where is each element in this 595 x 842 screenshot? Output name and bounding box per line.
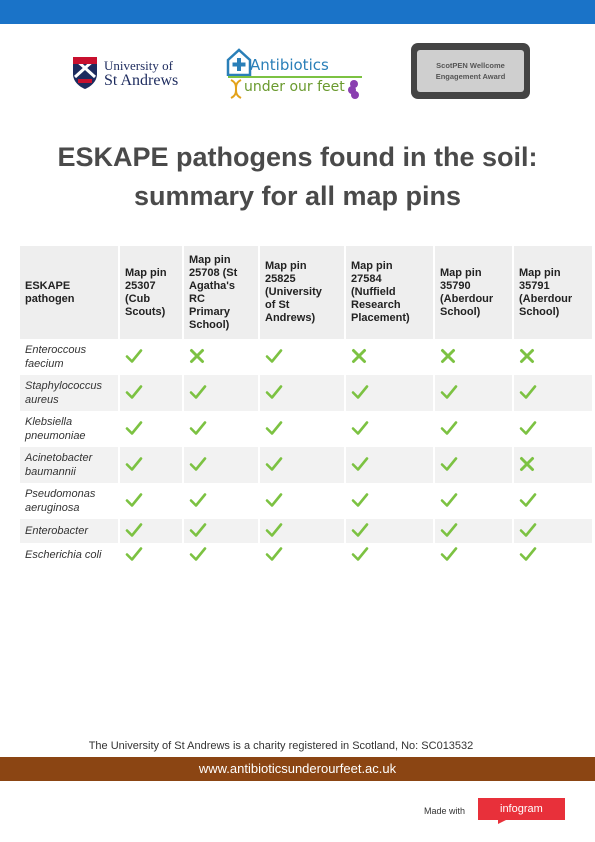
result-cell: [184, 447, 258, 483]
header-pin-25825: [260, 246, 344, 339]
cross-icon: [519, 456, 592, 475]
check-icon: [440, 384, 512, 403]
pathogen-name-line: aeruginosa: [25, 502, 80, 514]
check-icon: [351, 492, 433, 511]
website-bar: [0, 757, 595, 781]
result-cell: [260, 483, 344, 519]
result-cell: [435, 543, 512, 567]
header-line: School): [440, 305, 481, 318]
check-icon: [440, 522, 512, 541]
pathogen-name: [20, 339, 118, 375]
check-icon: [440, 492, 512, 511]
header-pin-35791: [514, 246, 592, 339]
check-icon: [125, 522, 182, 541]
result-cell: [514, 339, 592, 375]
header-line: Map pin: [519, 266, 561, 279]
pathogen-name-line: baumannii: [25, 466, 76, 478]
pathogen-name-line: Pseudomonas: [25, 488, 96, 500]
title-line2: summary for all map pins: [133, 181, 462, 211]
header-pin-25307: [120, 246, 182, 339]
result-cell: [120, 519, 182, 543]
table-row: [20, 447, 592, 483]
infogram-label: infogram: [500, 803, 543, 815]
check-icon: [519, 420, 592, 439]
header-line: Research: [351, 299, 401, 311]
table-body: [20, 339, 592, 567]
check-icon: [125, 492, 182, 511]
header-line: 25825: [265, 273, 296, 285]
pathogen-name-line: Escherichia coli: [25, 549, 102, 561]
result-cell: [260, 375, 344, 411]
check-icon: [519, 384, 592, 403]
check-icon: [125, 456, 182, 475]
bacteria-icon: [346, 78, 362, 100]
pathogen-name-line: Staphylococcus: [25, 380, 103, 392]
result-cell: [346, 519, 433, 543]
check-icon: [189, 522, 258, 541]
result-cell: [514, 519, 592, 543]
header-line: 25307: [125, 279, 156, 292]
result-cell: [184, 543, 258, 567]
antibiotics-subtitle: under our feet: [244, 79, 345, 95]
result-cell: [514, 483, 592, 519]
top-bar: [0, 0, 595, 24]
check-icon: [519, 546, 592, 565]
table-row: [20, 483, 592, 519]
check-icon: [265, 384, 344, 403]
header-line: School): [519, 305, 560, 318]
header-line: pathogen: [25, 292, 75, 305]
pathogen-name: [20, 483, 118, 519]
header-line: (Nuffield: [351, 286, 396, 298]
result-cell: [260, 543, 344, 567]
check-icon: [265, 492, 344, 511]
check-icon: [189, 546, 258, 565]
result-cell: [514, 543, 592, 567]
check-icon: [351, 420, 433, 439]
result-cell: [514, 447, 592, 483]
result-cell: [346, 447, 433, 483]
pathogen-name: [20, 447, 118, 483]
result-cell: [346, 375, 433, 411]
check-icon: [440, 420, 512, 439]
st-andrews-shield-icon: [72, 56, 98, 90]
pathogen-name-line: faecium: [25, 358, 64, 370]
cross-icon: [519, 348, 592, 367]
check-icon: [351, 384, 433, 403]
header-line: Map pin: [265, 260, 307, 272]
result-cell: [120, 543, 182, 567]
result-cell: [435, 483, 512, 519]
check-icon: [351, 546, 433, 565]
pathogen-name-line: Enteroccous: [25, 344, 87, 356]
check-icon: [189, 456, 258, 475]
pathogen-table: [18, 246, 594, 567]
pathogen-name: [20, 375, 118, 411]
table-header-row: [20, 246, 592, 339]
website-link[interactable]: www.antibioticsunderourfeet.ac.uk: [198, 761, 397, 776]
check-icon: [125, 384, 182, 403]
scotpen-award-logo: [411, 43, 530, 99]
header-pin-27584: [346, 246, 433, 339]
header-pathogen: [20, 246, 118, 339]
result-cell: [346, 543, 433, 567]
check-icon: [189, 384, 258, 403]
result-cell: [435, 519, 512, 543]
check-icon: [265, 522, 344, 541]
header-line: (Aberdour: [519, 292, 573, 305]
check-icon: [440, 546, 512, 565]
result-cell: [260, 411, 344, 447]
result-cell: [184, 483, 258, 519]
result-cell: [260, 447, 344, 483]
header-line: RC: [189, 292, 205, 305]
header-line: Andrews): [265, 312, 316, 324]
result-cell: [184, 375, 258, 411]
result-cell: [120, 375, 182, 411]
result-cell: [184, 519, 258, 543]
header-line: (University: [265, 286, 322, 298]
table-row: [20, 339, 592, 375]
header-pin-35790: [435, 246, 512, 339]
header-line: Primary: [189, 305, 230, 318]
result-cell: [435, 339, 512, 375]
result-cell: [435, 375, 512, 411]
infogram-logo[interactable]: [478, 798, 565, 824]
pathogen-name-line: Klebsiella: [25, 416, 73, 428]
header-line: (Aberdour: [440, 292, 494, 305]
header-line: 35791: [519, 279, 550, 292]
result-cell: [184, 411, 258, 447]
result-cell: [120, 447, 182, 483]
logo-underline: [228, 76, 362, 78]
check-icon: [265, 348, 344, 367]
check-icon: [265, 456, 344, 475]
antibiotics-under-our-feet-logo: [226, 48, 366, 104]
result-cell: [514, 411, 592, 447]
cross-icon: [440, 348, 512, 367]
pathogen-name-line: aureus: [25, 394, 59, 406]
check-icon: [125, 348, 182, 367]
cross-icon: [351, 348, 433, 367]
check-icon: [189, 420, 258, 439]
check-icon: [265, 546, 344, 565]
result-cell: [435, 447, 512, 483]
pathogen-name-line: Enterobacter: [25, 525, 88, 537]
made-with-label: Made with: [424, 806, 466, 816]
header-line: 27584: [351, 273, 382, 285]
header-line: Scouts): [125, 305, 166, 318]
check-icon: [440, 456, 512, 475]
pathogen-name: [20, 519, 118, 543]
table-row: [20, 519, 592, 543]
check-icon: [125, 420, 182, 439]
check-icon: [125, 546, 182, 565]
check-icon: [351, 522, 433, 541]
header-line: Map pin: [351, 260, 393, 272]
result-cell: [260, 339, 344, 375]
result-cell: [346, 483, 433, 519]
result-cell: [120, 339, 182, 375]
table-row: [20, 543, 592, 567]
result-cell: [346, 411, 433, 447]
result-cell: [435, 411, 512, 447]
result-cell: [514, 375, 592, 411]
check-icon: [519, 522, 592, 541]
result-cell: [184, 339, 258, 375]
cross-icon: [189, 348, 258, 367]
scotpen-line2: Engagement Award: [435, 72, 506, 81]
header-line: Agatha's: [189, 279, 236, 292]
result-cell: [120, 483, 182, 519]
st-andrews-line2: St Andrews: [104, 72, 179, 89]
check-icon: [265, 420, 344, 439]
header-line: (Cub: [125, 292, 151, 305]
pathogen-name-line: pneumoniae: [25, 430, 86, 442]
pathogen-name: [20, 543, 118, 567]
result-cell: [120, 411, 182, 447]
header-line: School): [189, 318, 230, 331]
header-line: Placement): [351, 312, 410, 324]
pathogen-name-line: Acinetobacter: [25, 452, 93, 464]
header-line: ESKAPE: [25, 279, 71, 292]
st-andrews-line1: University of: [104, 58, 173, 73]
result-cell: [346, 339, 433, 375]
pathogen-name: [20, 411, 118, 447]
table-row: [20, 411, 592, 447]
page-title: [0, 138, 595, 216]
header-line: of St: [265, 299, 290, 311]
header-line: Map pin: [125, 266, 167, 279]
header-line: 35790: [440, 279, 471, 292]
header-line: Map pin: [189, 253, 231, 266]
dna-icon: [229, 79, 243, 99]
check-icon: [189, 492, 258, 511]
header-line: Map pin: [440, 266, 482, 279]
header-pin-25708: [184, 246, 258, 339]
st-andrews-logo: [72, 56, 192, 94]
charity-note: The University of St Andrews is a charity registered in Scotland, No: SC013532: [88, 740, 474, 752]
result-cell: [260, 519, 344, 543]
scotpen-line1: ScotPEN Wellcome: [436, 61, 505, 70]
table-row: [20, 375, 592, 411]
antibiotics-wordmark: Antibiotics: [250, 56, 329, 74]
check-icon: [519, 492, 592, 511]
house-cross-icon: [226, 48, 252, 76]
title-line1: ESKAPE pathogens found in the soil:: [57, 142, 538, 172]
header-line: 25708 (St: [189, 266, 238, 279]
check-icon: [351, 456, 433, 475]
